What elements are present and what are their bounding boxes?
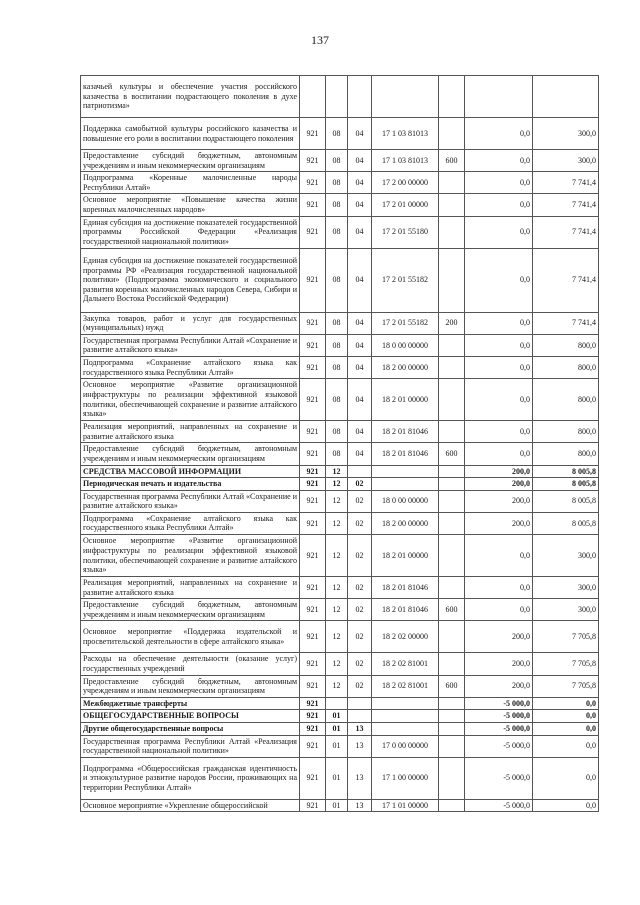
cell-grbs: 921 — [300, 118, 326, 150]
cell-name: Государственная программа Республики Алтай «Сохранение и развитие алтайского языка» — [81, 334, 300, 356]
cell-amount-1: 0,0 — [465, 216, 533, 248]
page-number: 137 — [311, 33, 329, 47]
cell-expense-type — [439, 421, 465, 443]
cell-target-article: 18 2 01 81046 — [372, 599, 439, 621]
cell-section: 08 — [326, 421, 348, 443]
cell-target-article: 18 2 00 00000 — [372, 356, 439, 378]
cell-target-article — [372, 697, 439, 710]
cell-subsection: 02 — [348, 577, 372, 599]
cell-grbs: 921 — [300, 577, 326, 599]
cell-name: Предоставление субсидий бюджетным, автономным учреждениям и иным некоммерческим организациям — [81, 150, 300, 172]
table-row — [81, 172, 599, 194]
table-row — [81, 735, 599, 757]
cell-expense-type: 600 — [439, 150, 465, 172]
cell-section: 08 — [326, 150, 348, 172]
cell-grbs: 921 — [300, 490, 326, 512]
cell-amount-2: 800,0 — [533, 421, 599, 443]
cell-amount-2: 800,0 — [533, 356, 599, 378]
budget-table-body — [81, 76, 599, 812]
cell-amount-2: 7 705,8 — [533, 621, 599, 653]
cell-amount-2: 7 741,4 — [533, 194, 599, 216]
table-row — [81, 150, 599, 172]
table-row — [81, 421, 599, 443]
cell-section: 12 — [326, 465, 348, 478]
cell-name: Реализация мероприятий, направленных на сохранение и развитие алтайского языка — [81, 421, 300, 443]
table-row — [81, 675, 599, 697]
cell-target-article: 17 1 03 81013 — [372, 118, 439, 150]
cell-name: Периодическая печать и издательства — [81, 478, 300, 491]
cell-grbs: 921 — [300, 172, 326, 194]
cell-target-article — [372, 478, 439, 491]
cell-subsection: 04 — [348, 248, 372, 312]
cell-amount-1 — [465, 76, 533, 118]
cell-name: Основное мероприятие «Укрепление общероссийской — [81, 799, 300, 812]
cell-grbs: 921 — [300, 675, 326, 697]
cell-amount-2: 800,0 — [533, 334, 599, 356]
cell-grbs: 921 — [300, 194, 326, 216]
cell-grbs: 921 — [300, 710, 326, 723]
cell-subsection: 13 — [348, 735, 372, 757]
cell-target-article: 18 0 00 00000 — [372, 490, 439, 512]
cell-subsection: 04 — [348, 379, 372, 421]
cell-expense-type — [439, 621, 465, 653]
cell-expense-type — [439, 356, 465, 378]
cell-amount-1: 0,0 — [465, 334, 533, 356]
cell-amount-1: 200,0 — [465, 675, 533, 697]
cell-section: 12 — [326, 621, 348, 653]
cell-target-article: 18 2 02 00000 — [372, 621, 439, 653]
cell-target-article — [372, 76, 439, 118]
cell-amount-1: 200,0 — [465, 478, 533, 491]
cell-amount-1: 0,0 — [465, 356, 533, 378]
cell-section: 08 — [326, 379, 348, 421]
cell-grbs: 921 — [300, 512, 326, 534]
table-row — [81, 653, 599, 675]
cell-grbs: 921 — [300, 248, 326, 312]
cell-name: Поддержка самобытной культуры российского казачества и повышение его роли в воспитании подрастающего поколения — [81, 118, 300, 150]
cell-expense-type — [439, 248, 465, 312]
cell-section: 08 — [326, 312, 348, 334]
cell-grbs: 921 — [300, 465, 326, 478]
cell-amount-2 — [533, 76, 599, 118]
cell-section: 08 — [326, 248, 348, 312]
cell-section: 01 — [326, 757, 348, 799]
cell-amount-1: -5 000,0 — [465, 710, 533, 723]
cell-section: 12 — [326, 478, 348, 491]
cell-subsection: 13 — [348, 723, 372, 736]
cell-expense-type — [439, 653, 465, 675]
cell-name: Основное мероприятие «Поддержка издательской и просветительской деятельности в сфере алтайского языка» — [81, 621, 300, 653]
cell-name: Государственная программа Республики Алтай «Сохранение и развитие алтайского языка» — [81, 490, 300, 512]
cell-target-article: 18 2 01 81046 — [372, 577, 439, 599]
cell-subsection: 04 — [348, 194, 372, 216]
table-row — [81, 443, 599, 465]
cell-section: 12 — [326, 577, 348, 599]
cell-expense-type — [439, 76, 465, 118]
cell-subsection: 04 — [348, 172, 372, 194]
cell-subsection: 02 — [348, 621, 372, 653]
cell-amount-2: 7 741,4 — [533, 248, 599, 312]
cell-grbs: 921 — [300, 312, 326, 334]
cell-amount-2: 300,0 — [533, 118, 599, 150]
table-row — [81, 577, 599, 599]
cell-grbs — [300, 76, 326, 118]
cell-target-article — [372, 710, 439, 723]
cell-amount-2: 0,0 — [533, 757, 599, 799]
cell-target-article: 17 2 00 00000 — [372, 172, 439, 194]
cell-subsection: 04 — [348, 443, 372, 465]
cell-expense-type — [439, 535, 465, 577]
cell-expense-type — [439, 577, 465, 599]
cell-subsection: 02 — [348, 478, 372, 491]
cell-amount-2: 0,0 — [533, 697, 599, 710]
cell-target-article: 17 1 01 00000 — [372, 799, 439, 812]
cell-subsection: 13 — [348, 757, 372, 799]
cell-name: казачьей культуры и обеспечение участия российского казачества в воспитании подрастающего поколения в духе патриотизма» — [81, 76, 300, 118]
table-row — [81, 478, 599, 491]
cell-expense-type — [439, 735, 465, 757]
cell-grbs: 921 — [300, 535, 326, 577]
cell-subsection: 04 — [348, 334, 372, 356]
cell-section — [326, 697, 348, 710]
table-row — [81, 723, 599, 736]
cell-subsection: 02 — [348, 599, 372, 621]
cell-grbs: 921 — [300, 621, 326, 653]
cell-amount-2: 7 741,4 — [533, 312, 599, 334]
cell-expense-type — [439, 194, 465, 216]
table-row — [81, 757, 599, 799]
cell-amount-2: 7 741,4 — [533, 172, 599, 194]
table-row — [81, 248, 599, 312]
table-row — [81, 697, 599, 710]
cell-expense-type: 600 — [439, 675, 465, 697]
cell-amount-2: 8 005,8 — [533, 512, 599, 534]
table-row — [81, 118, 599, 150]
cell-subsection — [348, 710, 372, 723]
cell-name: Подпрограмма «Сохранение алтайского языка как государственного языка Республики Алтай» — [81, 512, 300, 534]
cell-section: 01 — [326, 735, 348, 757]
cell-amount-1: 0,0 — [465, 421, 533, 443]
cell-target-article: 18 2 01 00000 — [372, 379, 439, 421]
cell-amount-1: 0,0 — [465, 535, 533, 577]
cell-section: 08 — [326, 334, 348, 356]
cell-target-article: 17 0 00 00000 — [372, 735, 439, 757]
cell-section — [326, 76, 348, 118]
cell-grbs: 921 — [300, 356, 326, 378]
cell-expense-type — [439, 172, 465, 194]
cell-target-article: 18 2 01 81046 — [372, 443, 439, 465]
cell-expense-type — [439, 216, 465, 248]
cell-amount-1: 200,0 — [465, 465, 533, 478]
cell-grbs: 921 — [300, 697, 326, 710]
cell-section: 08 — [326, 216, 348, 248]
cell-grbs: 921 — [300, 334, 326, 356]
cell-section: 12 — [326, 535, 348, 577]
cell-amount-1: -5 000,0 — [465, 697, 533, 710]
cell-grbs: 921 — [300, 757, 326, 799]
cell-amount-1: 0,0 — [465, 172, 533, 194]
cell-subsection: 04 — [348, 356, 372, 378]
cell-section: 01 — [326, 710, 348, 723]
cell-amount-1: 200,0 — [465, 490, 533, 512]
cell-amount-1: 0,0 — [465, 118, 533, 150]
cell-subsection: 02 — [348, 512, 372, 534]
cell-target-article: 18 2 02 81001 — [372, 675, 439, 697]
table-row — [81, 194, 599, 216]
cell-amount-1: 200,0 — [465, 653, 533, 675]
cell-target-article: 17 1 03 81013 — [372, 150, 439, 172]
cell-subsection — [348, 697, 372, 710]
cell-name: Единая субсидия на достижение показателей государственной программы РФ «Реализация государственной национальной политики» (Подпрограмма экономического и социального развития коренных малочисленных народов Севера, Сибири и Дальнего Востока Российской Федерации) — [81, 248, 300, 312]
table-row — [81, 465, 599, 478]
cell-section: 08 — [326, 356, 348, 378]
cell-amount-2: 0,0 — [533, 723, 599, 736]
cell-grbs: 921 — [300, 443, 326, 465]
table-row — [81, 710, 599, 723]
cell-subsection: 04 — [348, 118, 372, 150]
table-row — [81, 535, 599, 577]
table-row — [81, 216, 599, 248]
cell-amount-1: 0,0 — [465, 379, 533, 421]
cell-amount-1: 0,0 — [465, 150, 533, 172]
cell-expense-type — [439, 118, 465, 150]
cell-amount-2: 7 705,8 — [533, 675, 599, 697]
cell-name: Основное мероприятие «Развитие организационной инфраструктуры по реализации эффективной языковой политики, обеспечивающей сохранение и развитие алтайского языка» — [81, 379, 300, 421]
cell-subsection: 04 — [348, 216, 372, 248]
cell-amount-1: 200,0 — [465, 621, 533, 653]
cell-section: 12 — [326, 512, 348, 534]
cell-section: 08 — [326, 118, 348, 150]
table-row — [81, 334, 599, 356]
table-row — [81, 76, 599, 118]
cell-grbs: 921 — [300, 421, 326, 443]
cell-amount-1: 0,0 — [465, 194, 533, 216]
cell-target-article: 18 0 00 00000 — [372, 334, 439, 356]
cell-target-article: 18 2 01 81046 — [372, 421, 439, 443]
cell-subsection: 13 — [348, 799, 372, 812]
cell-grbs: 921 — [300, 653, 326, 675]
cell-amount-1: 0,0 — [465, 599, 533, 621]
cell-name: Основное мероприятие «Развитие организационной инфраструктуры по реализации эффективной языковой политики, обеспечивающей сохранение и развитие алтайского языка» — [81, 535, 300, 577]
cell-amount-2: 8 005,8 — [533, 478, 599, 491]
cell-expense-type — [439, 710, 465, 723]
cell-amount-1: 0,0 — [465, 248, 533, 312]
cell-amount-1: -5 000,0 — [465, 799, 533, 812]
cell-name: Реализация мероприятий, направленных на сохранение и развитие алтайского языка — [81, 577, 300, 599]
cell-section: 12 — [326, 490, 348, 512]
cell-section: 12 — [326, 653, 348, 675]
cell-name: Подпрограмма «Сохранение алтайского языка как государственного языка Республики Алтай» — [81, 356, 300, 378]
cell-grbs: 921 — [300, 723, 326, 736]
cell-section: 01 — [326, 723, 348, 736]
cell-target-article — [372, 465, 439, 478]
cell-subsection: 02 — [348, 490, 372, 512]
cell-expense-type — [439, 490, 465, 512]
cell-target-article: 17 1 00 00000 — [372, 757, 439, 799]
table-row — [81, 312, 599, 334]
cell-section: 08 — [326, 194, 348, 216]
cell-name: Закупка товаров, работ и услуг для государственных (муниципальных) нужд — [81, 312, 300, 334]
cell-section: 08 — [326, 172, 348, 194]
cell-subsection: 02 — [348, 653, 372, 675]
cell-name: Государственная программа Республики Алтай «Реализация государственной национальной политики» — [81, 735, 300, 757]
cell-section: 01 — [326, 799, 348, 812]
cell-target-article: 17 2 01 55180 — [372, 216, 439, 248]
cell-expense-type — [439, 697, 465, 710]
cell-grbs: 921 — [300, 735, 326, 757]
cell-name: Предоставление субсидий бюджетным, автономным учреждениям и иным некоммерческим организациям — [81, 599, 300, 621]
cell-expense-type — [439, 478, 465, 491]
cell-name: Подпрограмма «Коренные малочисленные народы Республики Алтай» — [81, 172, 300, 194]
cell-subsection: 04 — [348, 312, 372, 334]
cell-section: 08 — [326, 443, 348, 465]
cell-amount-1: 0,0 — [465, 312, 533, 334]
cell-amount-2: 300,0 — [533, 150, 599, 172]
cell-amount-2: 300,0 — [533, 599, 599, 621]
cell-target-article: 17 2 01 55182 — [372, 312, 439, 334]
table-row — [81, 621, 599, 653]
cell-subsection: 02 — [348, 535, 372, 577]
cell-target-article — [372, 723, 439, 736]
cell-amount-1: 200,0 — [465, 512, 533, 534]
cell-subsection: 04 — [348, 421, 372, 443]
cell-amount-2: 7 741,4 — [533, 216, 599, 248]
cell-target-article: 18 2 02 81001 — [372, 653, 439, 675]
cell-amount-2: 7 705,8 — [533, 653, 599, 675]
cell-expense-type — [439, 379, 465, 421]
cell-amount-2: 800,0 — [533, 443, 599, 465]
cell-subsection: 02 — [348, 675, 372, 697]
cell-target-article: 18 2 01 00000 — [372, 535, 439, 577]
cell-amount-2: 0,0 — [533, 799, 599, 812]
cell-subsection — [348, 465, 372, 478]
table-row — [81, 379, 599, 421]
cell-expense-type: 600 — [439, 443, 465, 465]
table-row — [81, 512, 599, 534]
cell-amount-2: 0,0 — [533, 710, 599, 723]
cell-name: Другие общегосударственные вопросы — [81, 723, 300, 736]
cell-name: Межбюджетные трансферты — [81, 697, 300, 710]
cell-amount-2: 300,0 — [533, 577, 599, 599]
cell-amount-2: 800,0 — [533, 379, 599, 421]
cell-name: Предоставление субсидий бюджетным, автономным учреждениям и иным некоммерческим организациям — [81, 443, 300, 465]
cell-grbs: 921 — [300, 379, 326, 421]
cell-amount-1: 0,0 — [465, 443, 533, 465]
table-row — [81, 356, 599, 378]
cell-grbs: 921 — [300, 599, 326, 621]
cell-name: СРЕДСТВА МАССОВОЙ ИНФОРМАЦИИ — [81, 465, 300, 478]
cell-expense-type — [439, 757, 465, 799]
cell-amount-2: 0,0 — [533, 735, 599, 757]
cell-target-article: 18 2 00 00000 — [372, 512, 439, 534]
cell-name: Расходы на обеспечение деятельности (оказание услуг) государственных учреждений — [81, 653, 300, 675]
cell-expense-type: 200 — [439, 312, 465, 334]
cell-amount-1: -5 000,0 — [465, 735, 533, 757]
cell-expense-type: 600 — [439, 599, 465, 621]
cell-name: Единая субсидия на достижение показателей государственной программы Российской Федерации «Реализация государственной национальной политики» — [81, 216, 300, 248]
cell-name: Подпрограмма «Общероссийская гражданская идентичность и этнокультурное развитие народов России, проживающих на территории Республики Алтай» — [81, 757, 300, 799]
cell-expense-type — [439, 334, 465, 356]
cell-grbs: 921 — [300, 799, 326, 812]
cell-section: 12 — [326, 675, 348, 697]
table-row — [81, 799, 599, 812]
budget-table — [80, 75, 599, 812]
cell-name: Предоставление субсидий бюджетным, автономным учреждениям и иным некоммерческим организациям — [81, 675, 300, 697]
table-row — [81, 490, 599, 512]
cell-target-article: 17 2 01 00000 — [372, 194, 439, 216]
cell-amount-2: 8 005,8 — [533, 490, 599, 512]
cell-expense-type — [439, 465, 465, 478]
cell-amount-1: -5 000,0 — [465, 723, 533, 736]
cell-expense-type — [439, 512, 465, 534]
table-row — [81, 599, 599, 621]
cell-name: ОБЩЕГОСУДАРСТВЕННЫЕ ВОПРОСЫ — [81, 710, 300, 723]
cell-expense-type — [439, 723, 465, 736]
cell-name: Основное мероприятие «Повышение качества жизни коренных малочисленных народов» — [81, 194, 300, 216]
cell-grbs: 921 — [300, 150, 326, 172]
cell-amount-2: 300,0 — [533, 535, 599, 577]
cell-amount-2: 8 005,8 — [533, 465, 599, 478]
cell-grbs: 921 — [300, 478, 326, 491]
cell-section: 12 — [326, 599, 348, 621]
cell-amount-1: 0,0 — [465, 577, 533, 599]
cell-subsection — [348, 76, 372, 118]
cell-subsection: 04 — [348, 150, 372, 172]
cell-expense-type — [439, 799, 465, 812]
cell-amount-1: -5 000,0 — [465, 757, 533, 799]
cell-grbs: 921 — [300, 216, 326, 248]
cell-target-article: 17 2 01 55182 — [372, 248, 439, 312]
